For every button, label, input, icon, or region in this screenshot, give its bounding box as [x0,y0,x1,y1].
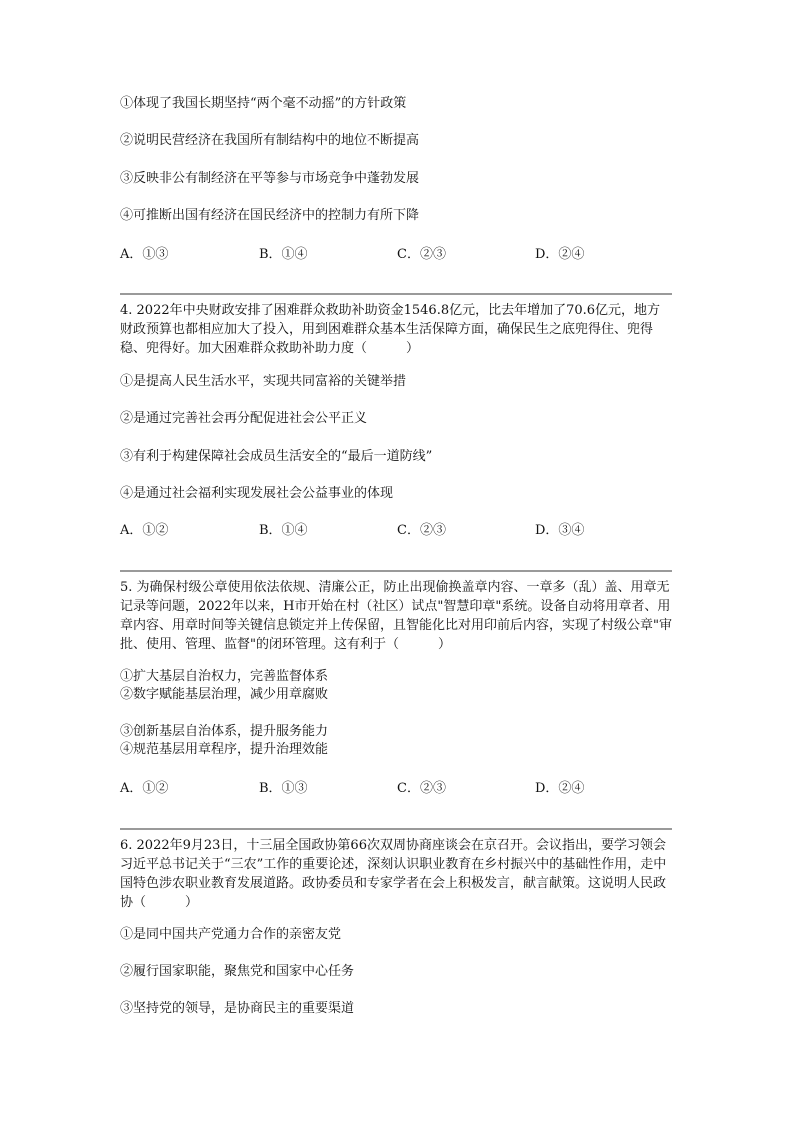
q3-option-3: ③反映非公有制经济在平等参与市场竞争中蓬勃发展 [120,171,420,186]
q3-option-1: ①体现了我国长期坚持“两个毫不动摇”的方针政策 [120,96,407,111]
q5-choice-b: B．①③ [259,781,308,796]
q4-choice-c: C．②③ [397,523,446,538]
q6-option-3: ③坚持党的领导，是协商民主的重要渠道 [120,1001,355,1016]
q5-choice-d: D．②④ [535,781,585,796]
q3-choice-b: B．①④ [259,247,308,262]
q3-option-2: ②说明民营经济在我国所有制结构中的地位不断提高 [120,133,420,148]
q4-choice-a: A．①② [120,523,169,538]
q5-choice-c: C．②③ [397,781,446,796]
q5-choice-a: A．①② [120,781,169,796]
q3-choice-c: C．②③ [397,247,446,262]
q5-option-3: ③创新基层自治体系，提升服务能力 [120,724,329,739]
divider [120,828,672,830]
q4-choice-d: D．③④ [535,523,585,538]
q5-option-2: ②数字赋能基层治理，减少用章腐败 [120,687,329,702]
q5-stem: 5. 为确保村级公章使用依法依规、清廉公正，防止出现偷换盖章内容、一章多（乱）盖、用章无记录等问题，2022年以来，H市开始在村（社区）试点"智慧印章"系统。设备自动将用章者、用章内容、用章时间等关键信息锁定并上传保留，且智能化比对用印前后内容，实现了村级公章"审批、使用、管理、监督"的闭环管理。这有利于（ ） [120,580,672,652]
q6-option-2: ②履行国家职能，聚焦党和国家中心任务 [120,964,355,979]
q3-choice-a: A．①③ [120,247,169,262]
q3-choice-d: D．②④ [535,247,585,262]
q4-option-1: ①是提高人民生活水平，实现共同富裕的关键举措 [120,374,407,389]
q6-option-1: ①是同中国共产党通力合作的亲密友党 [120,927,342,942]
q5-option-1: ①扩大基层自治权力，完善监督体系 [120,669,329,684]
q6-stem: 6. 2022年9月23日，十三届全国政协第66次双周协商座谈会在京召开。会议指出，要学习领会习近平总书记关于“三农”工作的重要论述，深刻认识职业教育在乡村振兴中的基础性作用，走中国特色涉农职业教育发展道路。政协委员和专家学者在会上积极发言，献言献策。这说明人民政协（ ） [120,838,667,910]
q5-option-4: ④规范基层用章程序，提升治理效能 [120,742,329,757]
q4-choice-b: B．①④ [259,523,308,538]
q3-option-4: ④可推断出国有经济在国民经济中的控制力有所下降 [120,208,420,223]
q4-option-2: ②是通过完善社会再分配促进社会公平正义 [120,411,368,426]
q4-option-4: ④是通过社会福利实现发展社会公益事业的体现 [120,486,394,501]
divider [120,570,672,572]
q4-stem: 4. 2022年中央财政安排了困难群众救助补助资金1546.8亿元，比去年增加了70.6亿元，地方财政预算也都相应加大了投入，用到困难群众基本生活保障方面，确保民生之底兜得住、兜得稳、兜得好。加大困难群众救助补助力度（ ） [120,303,661,356]
divider [120,293,672,295]
q4-option-3: ③有利于构建保障社会成员生活安全的“最后一道防线” [120,449,433,464]
